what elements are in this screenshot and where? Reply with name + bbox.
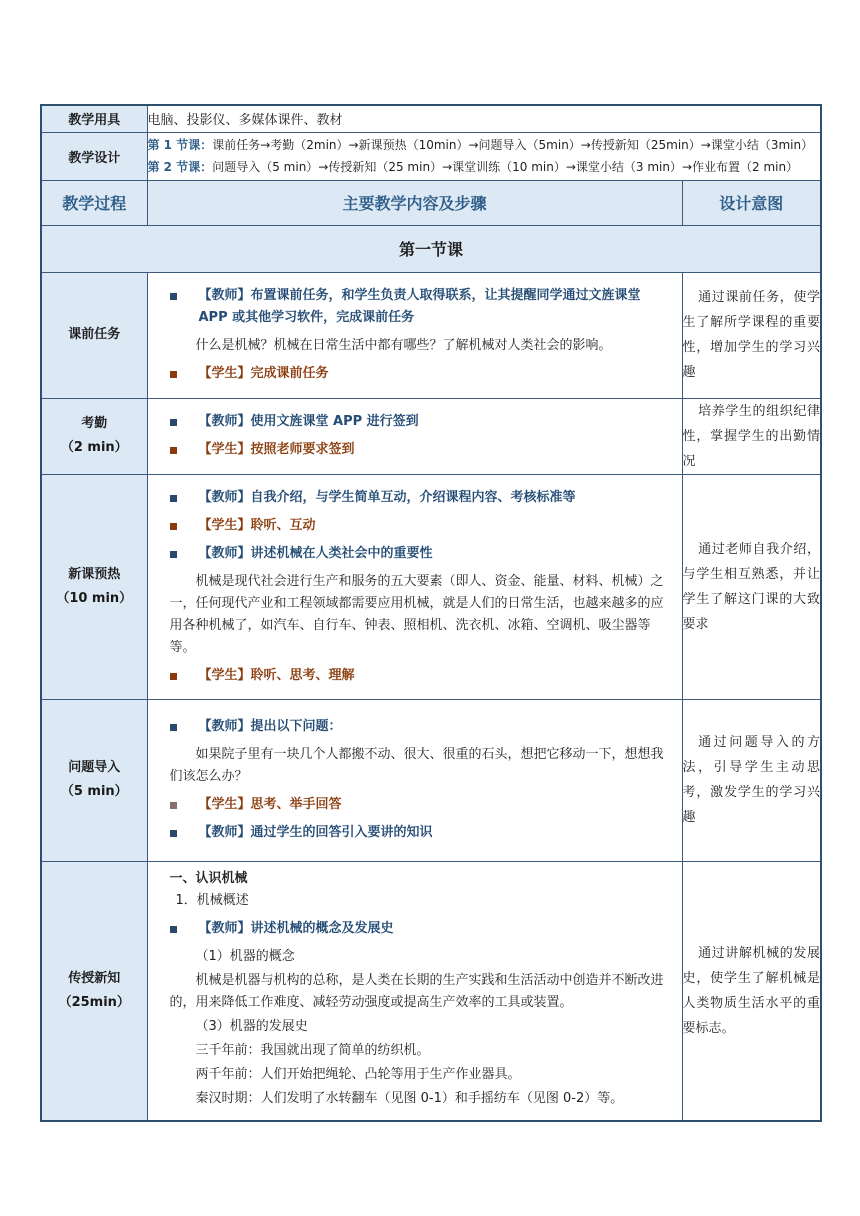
- stage-label-text: 考勤: [81, 416, 108, 431]
- stage-question-content: [147, 699, 682, 861]
- content-paragraph: 三千年前：我国就出现了简单的纺织机。: [195, 1042, 430, 1058]
- stage-attendance-content: [147, 398, 682, 474]
- tools-label: 教学用具: [41, 105, 147, 132]
- teacher-step: [170, 285, 672, 329]
- stage-teach-content: [147, 861, 682, 1121]
- teacher-step-text: 【教师】讲述机械的概念及发展史: [198, 920, 394, 936]
- content-paragraph: 秦汉时期：人们发明了水转翻车（见图 0-1）和手摇纺车（见图 0-2）等。: [195, 1090, 624, 1106]
- bullet-square-icon: [170, 293, 177, 300]
- intent-text: 通过课前任务，使学生了解所学课程的重要性，增加学生的学习兴趣: [682, 290, 821, 380]
- intent-text: 培养学生的组织纪律性，掌握学生的出勤情况: [682, 403, 821, 469]
- tools-value: 电脑、投影仪、多媒体课件、教材: [147, 105, 821, 132]
- bullet-square-icon: [170, 495, 177, 502]
- section-title: 第一节课: [41, 225, 821, 272]
- student-step: [170, 665, 672, 687]
- design-line-2-prefix: 第 2 节课：: [147, 160, 213, 174]
- bullet-square-icon: [170, 371, 177, 378]
- bullet-square-icon: [170, 447, 177, 454]
- stage-teach-intent: [682, 861, 821, 1121]
- student-step: [170, 515, 672, 537]
- stage-label-text: 传授新知: [68, 970, 121, 986]
- bullet-square-icon: [170, 724, 177, 731]
- intent-text: 通过讲解机械的发展史，使学生了解机械是人类物质生活水平的重要标志。: [682, 945, 821, 1036]
- bullet-square-icon: [170, 802, 177, 809]
- content-paragraph: 如果院子里有一块几个人都搬不动、很大、很重的石头，想把它移动一下，想想我们该怎么办？: [169, 747, 664, 784]
- content-paragraph: 机械是现代社会进行生产和服务的五大要素（即人、资金、能量、材料、机械）之一，任何现代产业和工程领域都需要应用机械，就是人们的日常生活，也越来越多的应用各种机械了，如汽车、自行车、钟表、照相机、洗衣机、冰箱、空调机、吸尘器等等。: [169, 573, 664, 655]
- design-value: [147, 132, 821, 180]
- design-line-1-text: 课前任务→考勤（2min）→新课预热（10min）→问题导入（5min）→传授新知（25min）→课堂小结（3min）: [212, 138, 814, 152]
- bullet-square-icon: [170, 830, 177, 837]
- stage-pre-task-label: [41, 272, 147, 398]
- stage-time-text: （10 min）: [56, 590, 133, 606]
- teacher-step-text: 【教师】通过学生的回答引入要讲的知识: [198, 825, 433, 840]
- design-line-1-prefix: 第 1 节课：: [147, 138, 213, 152]
- teacher-step: [170, 918, 672, 940]
- design-row: [41, 132, 821, 180]
- content-paragraph: （3）机器的发展史: [195, 1018, 308, 1034]
- teacher-step: [170, 716, 672, 738]
- stage-attendance: [41, 398, 821, 474]
- content-paragraph: 两千年前：人们开始把绳轮、凸轮等用于生产作业器具。: [195, 1066, 521, 1082]
- stage-attendance-intent: [682, 398, 821, 474]
- stage-question: [41, 699, 821, 861]
- stage-pre-task-content: [147, 272, 682, 398]
- stage-warmup-content: [147, 474, 682, 699]
- stage-warmup-label: [41, 474, 147, 699]
- stage-question-label: [41, 699, 147, 861]
- teacher-step: [170, 822, 672, 844]
- stage-warmup-intent: [682, 474, 821, 699]
- bullet-square-icon: [170, 551, 177, 558]
- stage-pre-task: [41, 272, 821, 398]
- student-step-text: 【学生】聆听、互动: [198, 517, 316, 533]
- teacher-step-text: 【教师】讲述机械在人类社会中的重要性: [198, 545, 433, 561]
- header-process: 教学过程: [41, 180, 147, 225]
- student-step: [170, 794, 672, 816]
- content-paragraph: 机械是机器与机构的总称，是人类在长期的生产实践和生活活动中创造并不断改进的，用来降低工作难度、减轻劳动强度或提高生产效率的工具或装置。: [169, 972, 664, 1010]
- student-step: [170, 363, 672, 385]
- stage-pre-task-intent: [682, 272, 821, 398]
- stage-warmup: [41, 474, 821, 699]
- stage-time-text: （5 min）: [60, 784, 128, 799]
- lesson-plan-table: [40, 104, 822, 1122]
- bullet-square-icon: [170, 523, 177, 530]
- column-header-row: [41, 180, 821, 225]
- stage-time-text: （25min）: [58, 994, 130, 1010]
- student-step-text: 【学生】聆听、思考、理解: [198, 667, 355, 683]
- stage-label-text: 问题导入: [68, 760, 121, 775]
- student-step-text: 【学生】思考、举手回答: [198, 797, 342, 812]
- content-paragraph: 什么是机械？机械在日常生活中都有哪些？了解机械对人类社会的影响。: [195, 338, 612, 353]
- stage-time-text: （2 min）: [60, 440, 128, 455]
- bullet-square-icon: [170, 419, 177, 426]
- subsection-heading: 1．机械概述: [175, 892, 249, 908]
- section-row: [41, 225, 821, 272]
- intent-text: 通过问题导入的方法，引导学生主动思考，激发学生的学习兴趣: [682, 735, 821, 825]
- tools-row: [41, 105, 821, 132]
- intent-text: 通过老师自我介绍，与学生相互熟悉，并让学生了解这门课的大致要求: [682, 541, 821, 632]
- teacher-step-text: 【教师】提出以下问题：: [198, 719, 342, 734]
- teacher-step: [170, 543, 672, 565]
- student-step-text: 【学生】完成课前任务: [198, 366, 329, 381]
- content-paragraph: （1）机器的概念: [195, 948, 295, 964]
- stage-teach-label: [41, 861, 147, 1121]
- stage-label-text: 课前任务: [68, 327, 121, 342]
- header-intent: 设计意图: [682, 180, 821, 225]
- design-line-2: [148, 156, 821, 178]
- student-step: [170, 439, 672, 461]
- student-step-text: 【学生】按照老师要求签到: [198, 442, 355, 457]
- stage-question-intent: [682, 699, 821, 861]
- teacher-step: [170, 487, 672, 509]
- stage-teach: [41, 861, 821, 1121]
- bullet-square-icon: [170, 673, 177, 680]
- stage-attendance-label: [41, 398, 147, 474]
- design-line-2-text: 问题导入（5 min）→传授新知（25 min）→课堂训练（10 min）→课堂小结（3 min）→作业布置（2 min）: [212, 160, 799, 174]
- design-label: 教学设计: [41, 132, 147, 180]
- teacher-step: [170, 411, 672, 433]
- teacher-step-text: 【教师】布置课前任务，和学生负责人取得联系，让其提醒同学通过文旌课堂 APP 或其他学习软件，完成课前任务: [198, 288, 641, 325]
- teacher-step-text: 【教师】自我介绍，与学生简单互动，介绍课程内容、考核标准等: [198, 489, 576, 505]
- stage-label-text: 新课预热: [68, 566, 121, 582]
- header-content: 主要教学内容及步骤: [147, 180, 682, 225]
- design-line-1: [148, 134, 821, 156]
- bullet-square-icon: [170, 926, 177, 933]
- section-heading: 一、认识机械: [169, 870, 248, 886]
- teacher-step-text: 【教师】使用文旌课堂 APP 进行签到: [198, 414, 419, 429]
